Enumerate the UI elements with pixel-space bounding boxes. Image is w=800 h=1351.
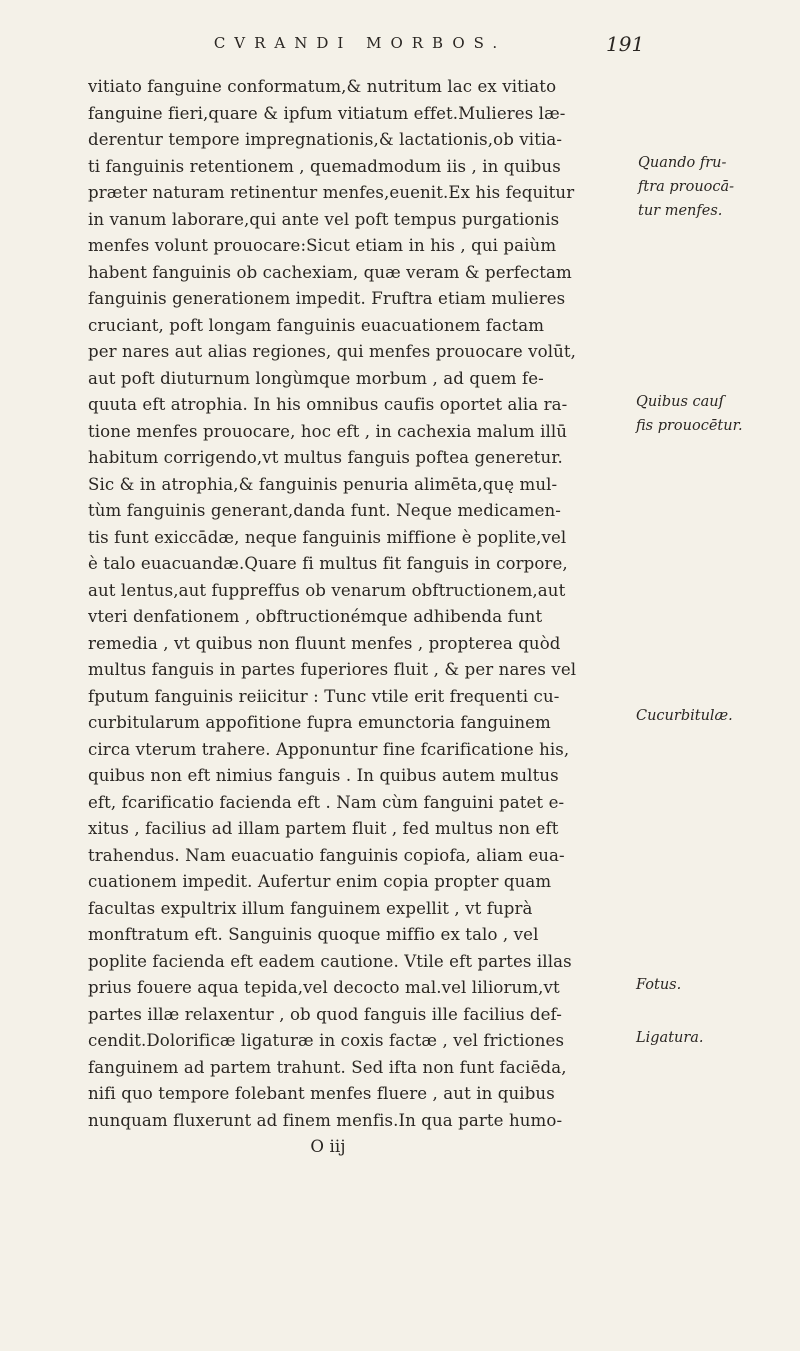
text-line: vitiato fanguine conformatum,& nutritum lac ex vitiato (88, 77, 557, 96)
text-line: circa vterum trahere. Apponuntur fine fcarificatione his, (88, 739, 570, 759)
margin-note: tur menfes. (638, 203, 723, 219)
text-line: vteri denfationem , obftructionémque adhibenda funt (88, 607, 543, 626)
text-line: tione menfes prouocare, hoc eft , in cachexia malum illū (88, 421, 568, 441)
text-line: ti fanguinis retentionem , quemadmodum iis , in quibus (88, 156, 561, 176)
text-line: tis funt exiccādæ, neque fanguinis miffione è poplite,vel (88, 527, 567, 547)
text-line: trahendus. Nam euacuatio fanguinis copiofa, aliam eua- (88, 845, 565, 865)
text-line: xitus , facilius ad illam partem fluit , fed multus non eft (88, 819, 559, 838)
margin-note: Quibus cauſ (636, 394, 725, 410)
text-line: tùm fanguinis generant,danda funt. Neque medicamen- (88, 501, 561, 520)
text-line: nunquam fluxerunt ad finem menfis.In qua parte humo- (88, 1110, 563, 1130)
text-line: Sic & in atrophia,& fanguinis penuria alimēta,quę mul- (88, 474, 558, 494)
body-text (88, 74, 628, 1161)
text-line: per nares aut alias regiones, qui menfes prouocare volūt, (88, 342, 577, 361)
text-line: poplite facienda eft eadem cautione. Vtile eft partes illas (88, 951, 572, 971)
text-line: habent fanguinis ob cachexiam, quæ veram & perfectam (88, 262, 572, 282)
text-line: eft, fcarificatio facienda eft . Nam cùm fanguini patet e- (88, 792, 565, 812)
text-line: curbitularum appofitione fupra emunctoria fanguinem (88, 713, 551, 732)
text-line: quuta eft atrophia. In his omnibus caufis oportet alia ra- (88, 395, 568, 414)
text-line: facultas expultrix illum fanguinem expellit , vt fuprà (88, 898, 533, 918)
text-line: derentur tempore impregnationis,& lactationis,ob vitia- (88, 130, 563, 149)
text-line: quibus non eft nimius fanguis . In quibus autem multus (88, 766, 559, 785)
text-line: cendit.Dolorificæ ligaturæ in coxis factæ , vel frictiones (88, 1031, 565, 1050)
text-line: cruciant, poft longam fanguinis euacuationem factam (88, 315, 545, 335)
text-line: remedia , vt quibus non fluunt menfes , propterea quòd (88, 633, 561, 653)
text-line: fanguine fieri,quare & ipfum vitiatum effet.Mulieres læ- (88, 103, 566, 123)
text-line: in vanum laborare,qui ante vel poft tempus purgationis (88, 209, 560, 229)
margin-note: Quando fru- (638, 155, 727, 171)
running-head: CVRANDI MORBOS. (213, 34, 507, 52)
text-line: habitum corrigendo,vt multus fanguis poftea generetur. (88, 448, 563, 467)
text-line: præter naturam retinentur menfes,euenit.Ex his fequitur (88, 183, 575, 202)
margin-note: Fotus. (636, 977, 682, 993)
margin-note: Ligatura. (636, 1030, 704, 1046)
text-line: prius fouere aqua tepida,vel decocto mal.vel liliorum,vt (88, 978, 560, 997)
page-number: 191 (606, 32, 645, 56)
margin-note: ftra prouocā- (638, 179, 735, 195)
text-line: menfes volunt prouocare:Sicut etiam in his , qui paiùm (88, 236, 557, 255)
text-line: fanguinis generationem impedit. Fruftra etiam mulieres (88, 289, 566, 308)
text-line: multus fanguis in partes fuperiores fluit , & per nares vel (88, 660, 577, 679)
margin-note: Cucurbitulæ. (636, 708, 733, 724)
text-line: monftratum eft. Sanguinis quoque miffio ex talo , vel (88, 925, 539, 944)
text-line: partes illæ relaxentur , ob quod fanguis ille facilius def- (88, 1004, 562, 1024)
text-line: aut poft diuturnum longùmque morbum , ad quem fe- (88, 368, 544, 388)
text-line: cuationem impedit. Aufertur enim copia propter quam (88, 872, 552, 891)
text-line: è talo euacuandæ.Quare fi multus fit fanguis in corpore, (88, 554, 568, 573)
text-line: nifi quo tempore folebant menfes fluere , aut in quibus (88, 1084, 555, 1103)
signature-mark: O iij (310, 1137, 346, 1156)
text-line: fputum fanguinis reiicitur : Tunc vtile erit frequenti cu- (88, 686, 560, 706)
text-line: aut lentus,aut fuppreffus ob venarum obftructionem,aut (88, 580, 566, 600)
margin-note: fis prouocētur. (636, 418, 743, 434)
text-line: fanguinem ad partem trahunt. Sed ifta non funt faciēda, (88, 1057, 567, 1077)
